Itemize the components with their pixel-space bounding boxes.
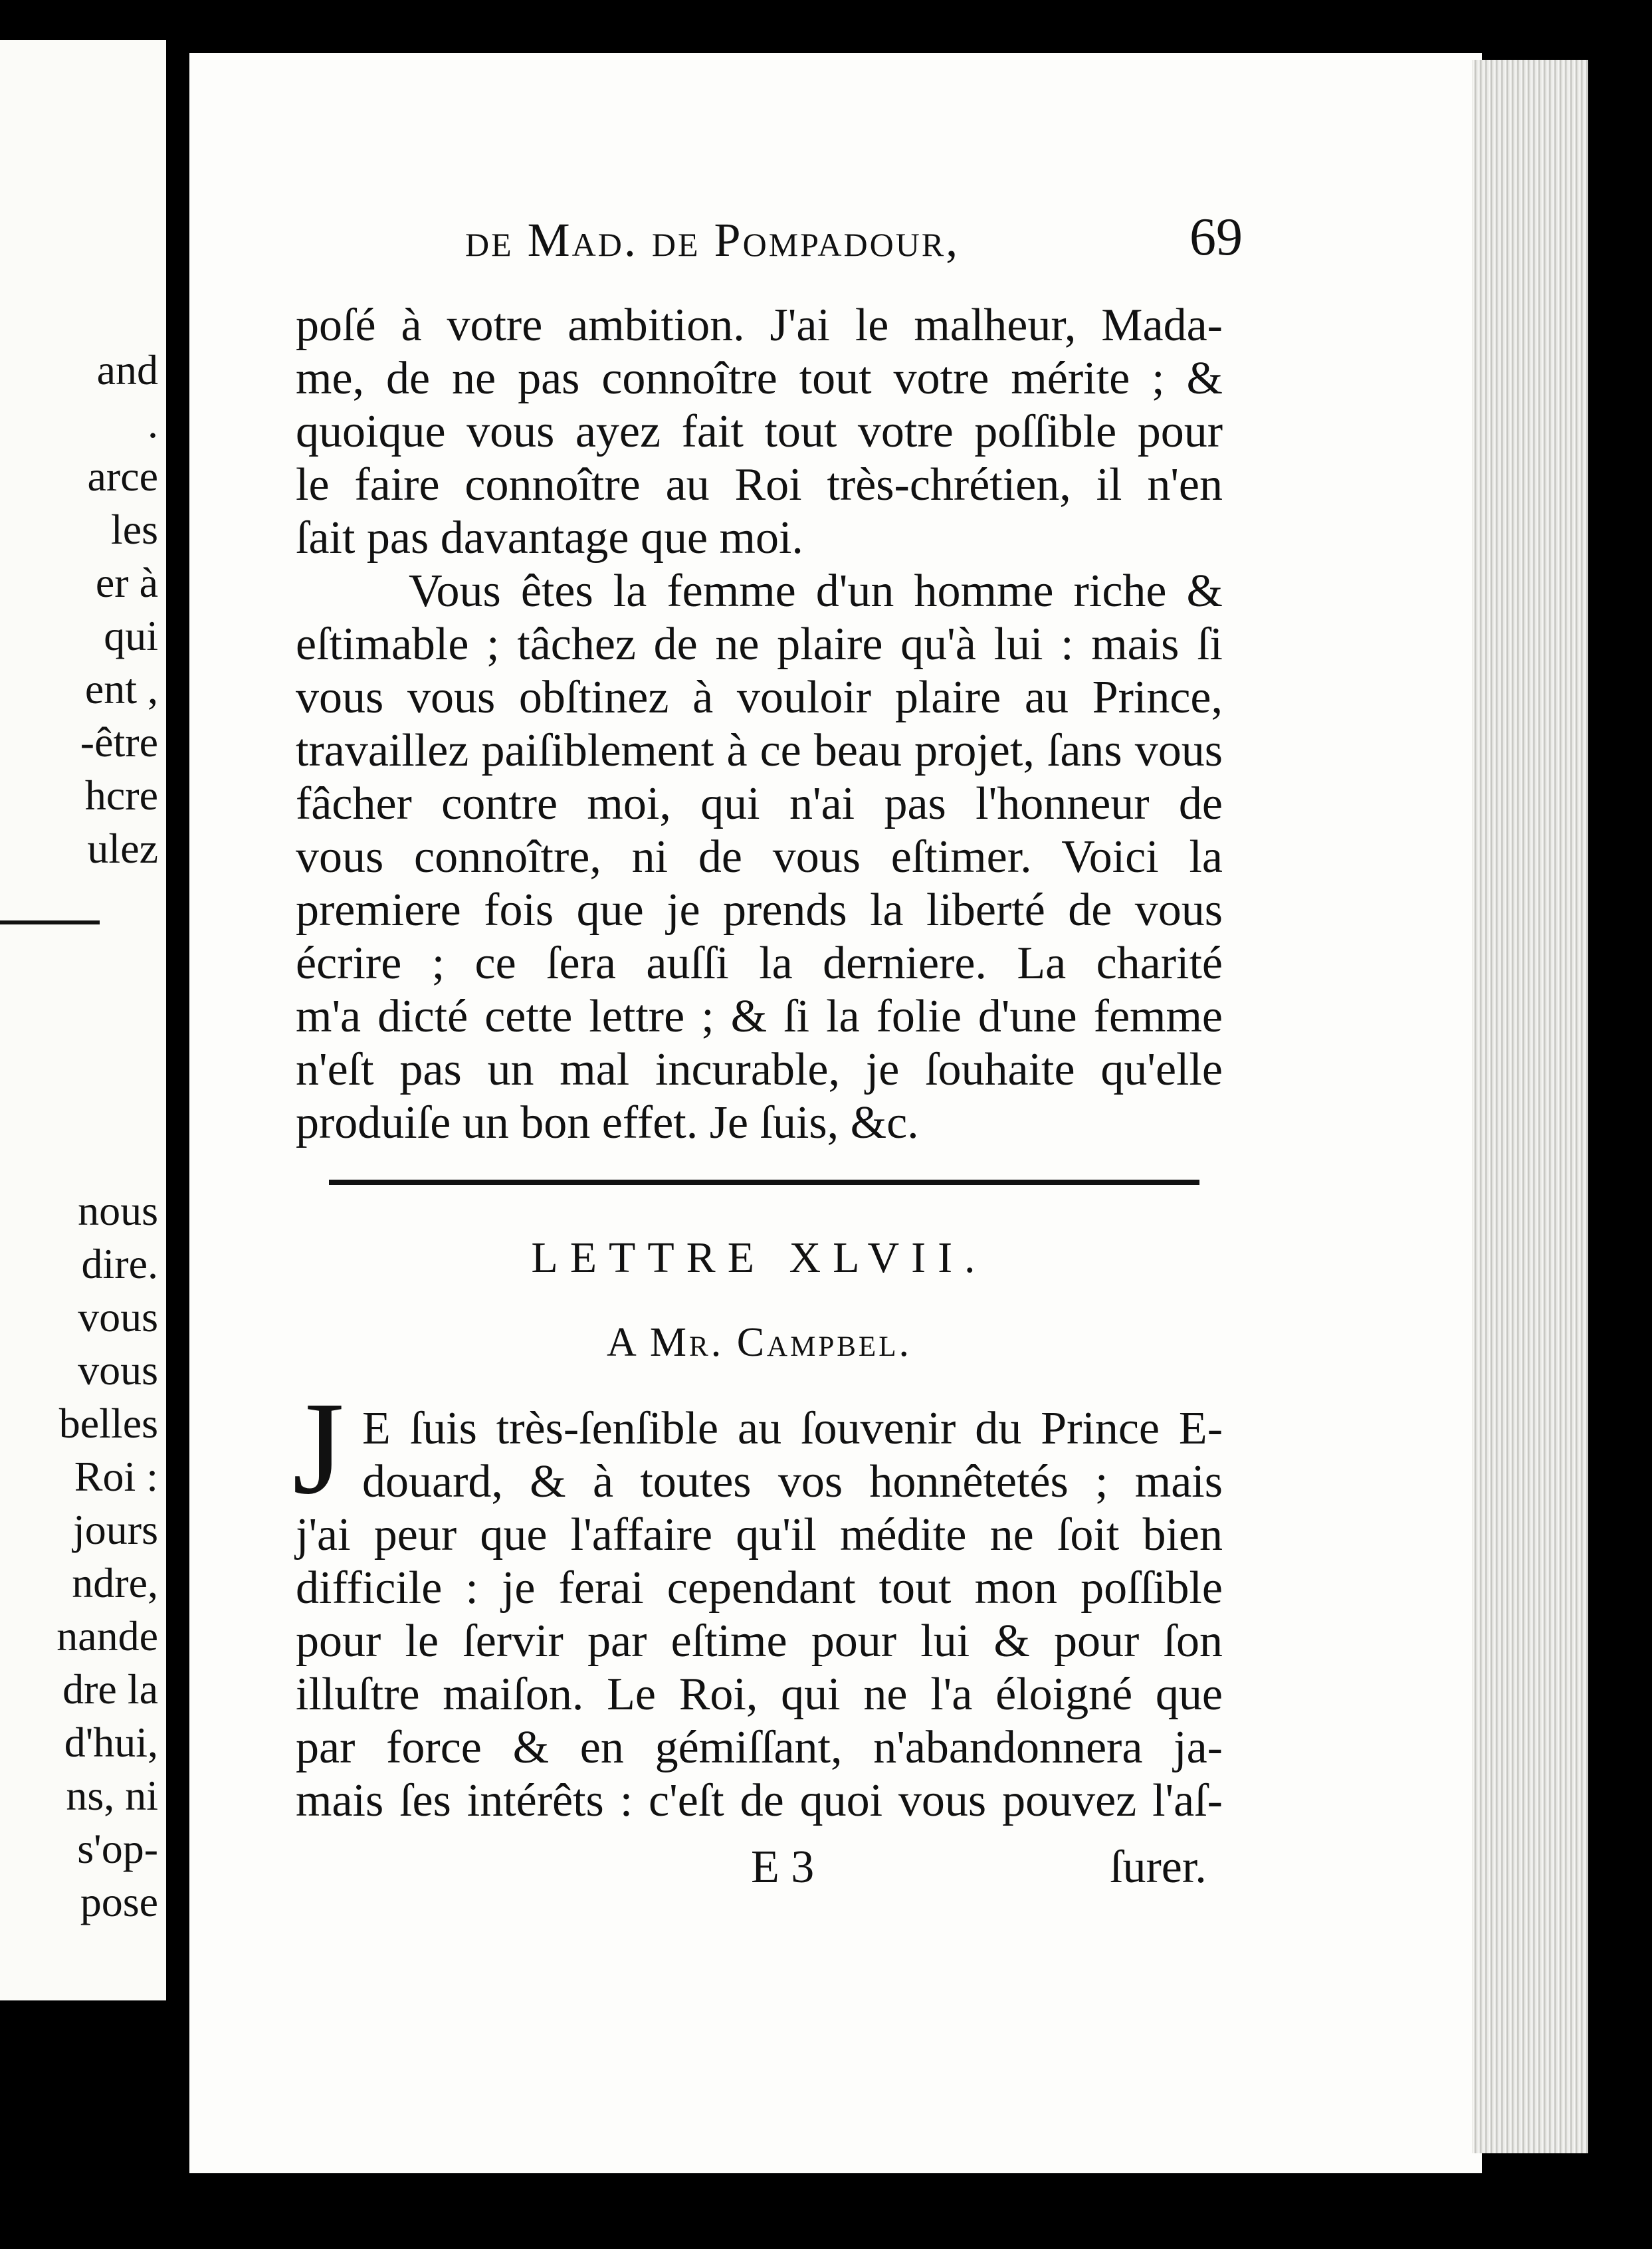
text-line: fâcher contre moi, qui n'ai pas l'honneur de [296,778,1223,829]
text-line: me, de ne pas connoître tout votre mérite ; & [296,353,1223,404]
text-line: douard, & à toutes vos honnêtetés ; mais [362,1456,1223,1507]
catchword: ſurer. [1110,1842,1207,1893]
left-text-fragment: pose [80,1878,158,1925]
left-text-fragment: arce [87,453,158,500]
left-text-fragment: belles [58,1400,158,1447]
page-number: 69 [1189,208,1243,267]
left-text-fragment: ulez [87,825,158,872]
text-line: eſtimable ; tâchez de ne plaire qu'à lui : mais ſi [296,619,1223,670]
left-text-fragment: vous [78,1346,158,1394]
left-text-fragment: d'hui, [64,1719,158,1766]
text-line: produiſe un bon effet. Je ſuis, &c. [296,1097,919,1148]
left-text-fragment: nous [78,1187,158,1234]
letter-salutation: A Mr. Campbel. [607,1320,912,1365]
text-line: E ſuis très-ſenſible au ſouvenir du Prince E- [362,1403,1223,1454]
text-line: n'eſt pas un mal incurable, je ſouhaite qu'elle [296,1044,1223,1095]
text-line: vous vous obſtinez à vouloir plaire au Prince, [296,672,1223,723]
left-text-fragment: . [148,399,158,447]
left-text-fragment: s'op- [77,1825,158,1872]
left-text-fragment: and [96,346,158,393]
letter-heading: LETTRE XLVII. [531,1233,987,1282]
text-line: travaillez paiſiblement à ce beau projet, ſans vous [296,725,1223,776]
text-line: Vous êtes la femme d'un homme riche & [409,566,1223,617]
facing-page-fragment [0,40,166,2000]
signature-mark: E 3 [751,1842,815,1893]
left-text-fragment: ndre, [72,1559,158,1606]
text-line: pour le ſervir par eſtime pour lui & pour ſon [296,1616,1223,1667]
text-line: ſait pas davantage que moi. [296,512,803,564]
left-divider [0,920,100,924]
left-text-fragment: er à [95,559,158,606]
text-line: illuſtre maiſon. Le Roi, qui ne l'a éloigné que [296,1669,1223,1720]
text-line: le faire connoître au Roi très-chrétien, il n'en [296,459,1223,510]
text-line: difficile : je ferai cependant tout mon poſſible [296,1562,1223,1614]
left-text-fragment: dre la [62,1665,158,1713]
left-text-fragment: jours [73,1506,158,1553]
text-line: j'ai peur que l'affaire qu'il médite ne ſoit bien [296,1509,1223,1560]
left-text-fragment: -être [80,718,158,766]
text-line: mais ſes intérêts : c'eſt de quoi vous pouvez l'aſ- [296,1775,1223,1826]
left-text-fragment: Roi : [74,1453,158,1500]
left-text-fragment: ns, ni [66,1772,158,1819]
left-text-fragment: qui [104,612,158,659]
text-line: quoique vous ayez fait tout votre poſſible pour [296,406,1223,457]
running-head [279,208,1243,272]
left-text-fragment: ent , [84,665,158,712]
section-divider [329,1180,1199,1185]
text-line: m'a dicté cette lettre ; & ſi la folie d'une femme [296,991,1223,1042]
left-text-fragment: dire. [81,1240,158,1287]
page-edges [1472,60,1588,2153]
text-line: premiere fois que je prends la liberté de vous [296,885,1223,936]
text-line: vous connoître, ni de vous eſtimer. Voici la [296,831,1223,883]
left-text-fragment: hcre [84,772,158,819]
text-line: écrire ; ce ſera auſſi la derniere. La charité [296,938,1223,989]
text-line: poſé à votre ambition. J'ai le malheur, Mada- [296,300,1223,351]
left-text-fragment: vous [78,1293,158,1340]
left-text-fragment: les [110,506,158,553]
left-text-fragment: nande [56,1612,158,1660]
running-title: de Mad. de Pompadour, [465,213,960,267]
drop-cap: J [292,1375,344,1522]
text-line: par force & en gémiſſant, n'abandonnera ja- [296,1722,1223,1773]
